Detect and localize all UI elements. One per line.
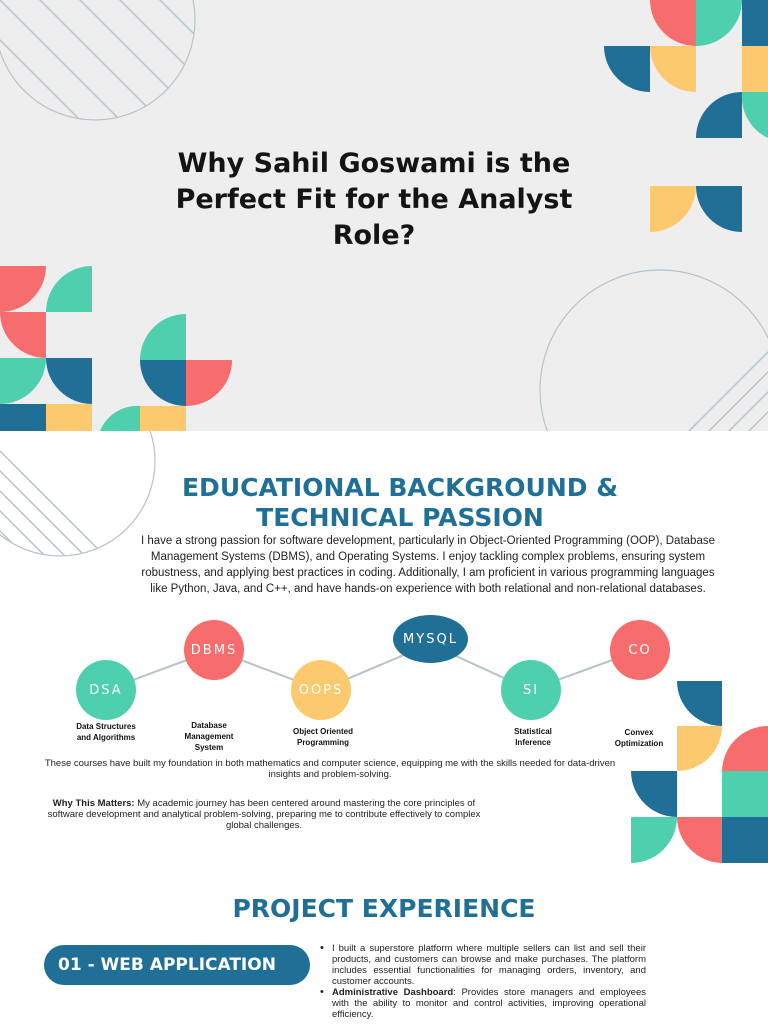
project-slide [0, 863, 768, 1024]
geometric-pattern-icon [0, 266, 232, 431]
foundation-text: These courses have built my foundation in both mathematics and computer science, equipping me with the skills needed for data-driven insights and problem-solving. [44, 758, 616, 780]
course-caption-oops: Object Oriented Programming [292, 727, 353, 747]
course-caption-si: Statistical Inference [514, 727, 552, 747]
list-item: • Administrative Dashboard: Provides store managers and employees with the ability to monitor and control activities, improving operational efficiency. [320, 987, 646, 1020]
course-label: MYSQL [403, 631, 458, 647]
geometric-pattern-icon [631, 681, 768, 863]
education-heading: EDUCATIONAL BACKGROUND & TECHNICAL PASSION [181, 473, 619, 532]
course-node-co [610, 620, 670, 680]
course-caption-dsa: Data Structures and Algorithms [76, 722, 136, 742]
course-label: OOPS [298, 682, 344, 698]
education-paragraph: I have a strong passion for software development, particularly in Object-Oriented Programming (OOP), Database Management Systems (DBMS), and Operating Systems. I enjoy tackling complex problems, ensuring system robustness, and applying best practices in coding. Additionally, I am proficient in various programming languages like Python, Java, and C++, and have hands-on experience with both relational and non-relational databases. [141, 535, 715, 595]
course-node-mysql [393, 615, 468, 663]
why-text: My academic journey has been centered around mastering the core principles of software development and analytical problem-solving, preparing me to contribute effectively to complex global challenges. [47, 798, 481, 831]
title-slide [0, 0, 768, 431]
course-label: CO [628, 642, 652, 658]
project-heading: PROJECT EXPERIENCE [232, 894, 536, 923]
course-caption-co: Convex Optimization [614, 728, 664, 748]
why-label: Why This Matters: [52, 798, 135, 809]
course-node-dbms [184, 620, 244, 680]
diagonal-lines-icon [600, 320, 768, 431]
course-caption-dbms: Database Management System [184, 721, 234, 752]
course-label: DBMS [190, 642, 238, 658]
list-item: • I built a superstore platform where multiple sellers can list and sell their products, and customers can browse and make purchases. The platform includes essential functionalities for managing orders, inventory, and customer accounts. [320, 943, 646, 987]
why-this-matters [34, 798, 494, 831]
course-node-si [501, 660, 561, 720]
course-label: DSA [89, 682, 123, 698]
project-label-pill: 01 - WEB APPLICATION [44, 945, 310, 985]
project-bullet-list [320, 943, 646, 1020]
course-label: SI [522, 682, 540, 698]
course-node-oops [291, 660, 351, 720]
course-node-dsa [76, 660, 136, 720]
education-slide [0, 431, 768, 863]
geometric-pattern-icon [604, 0, 768, 232]
page-title: Why Sahil Goswami is the Perfect Fit for the Analyst Role? [175, 148, 573, 251]
